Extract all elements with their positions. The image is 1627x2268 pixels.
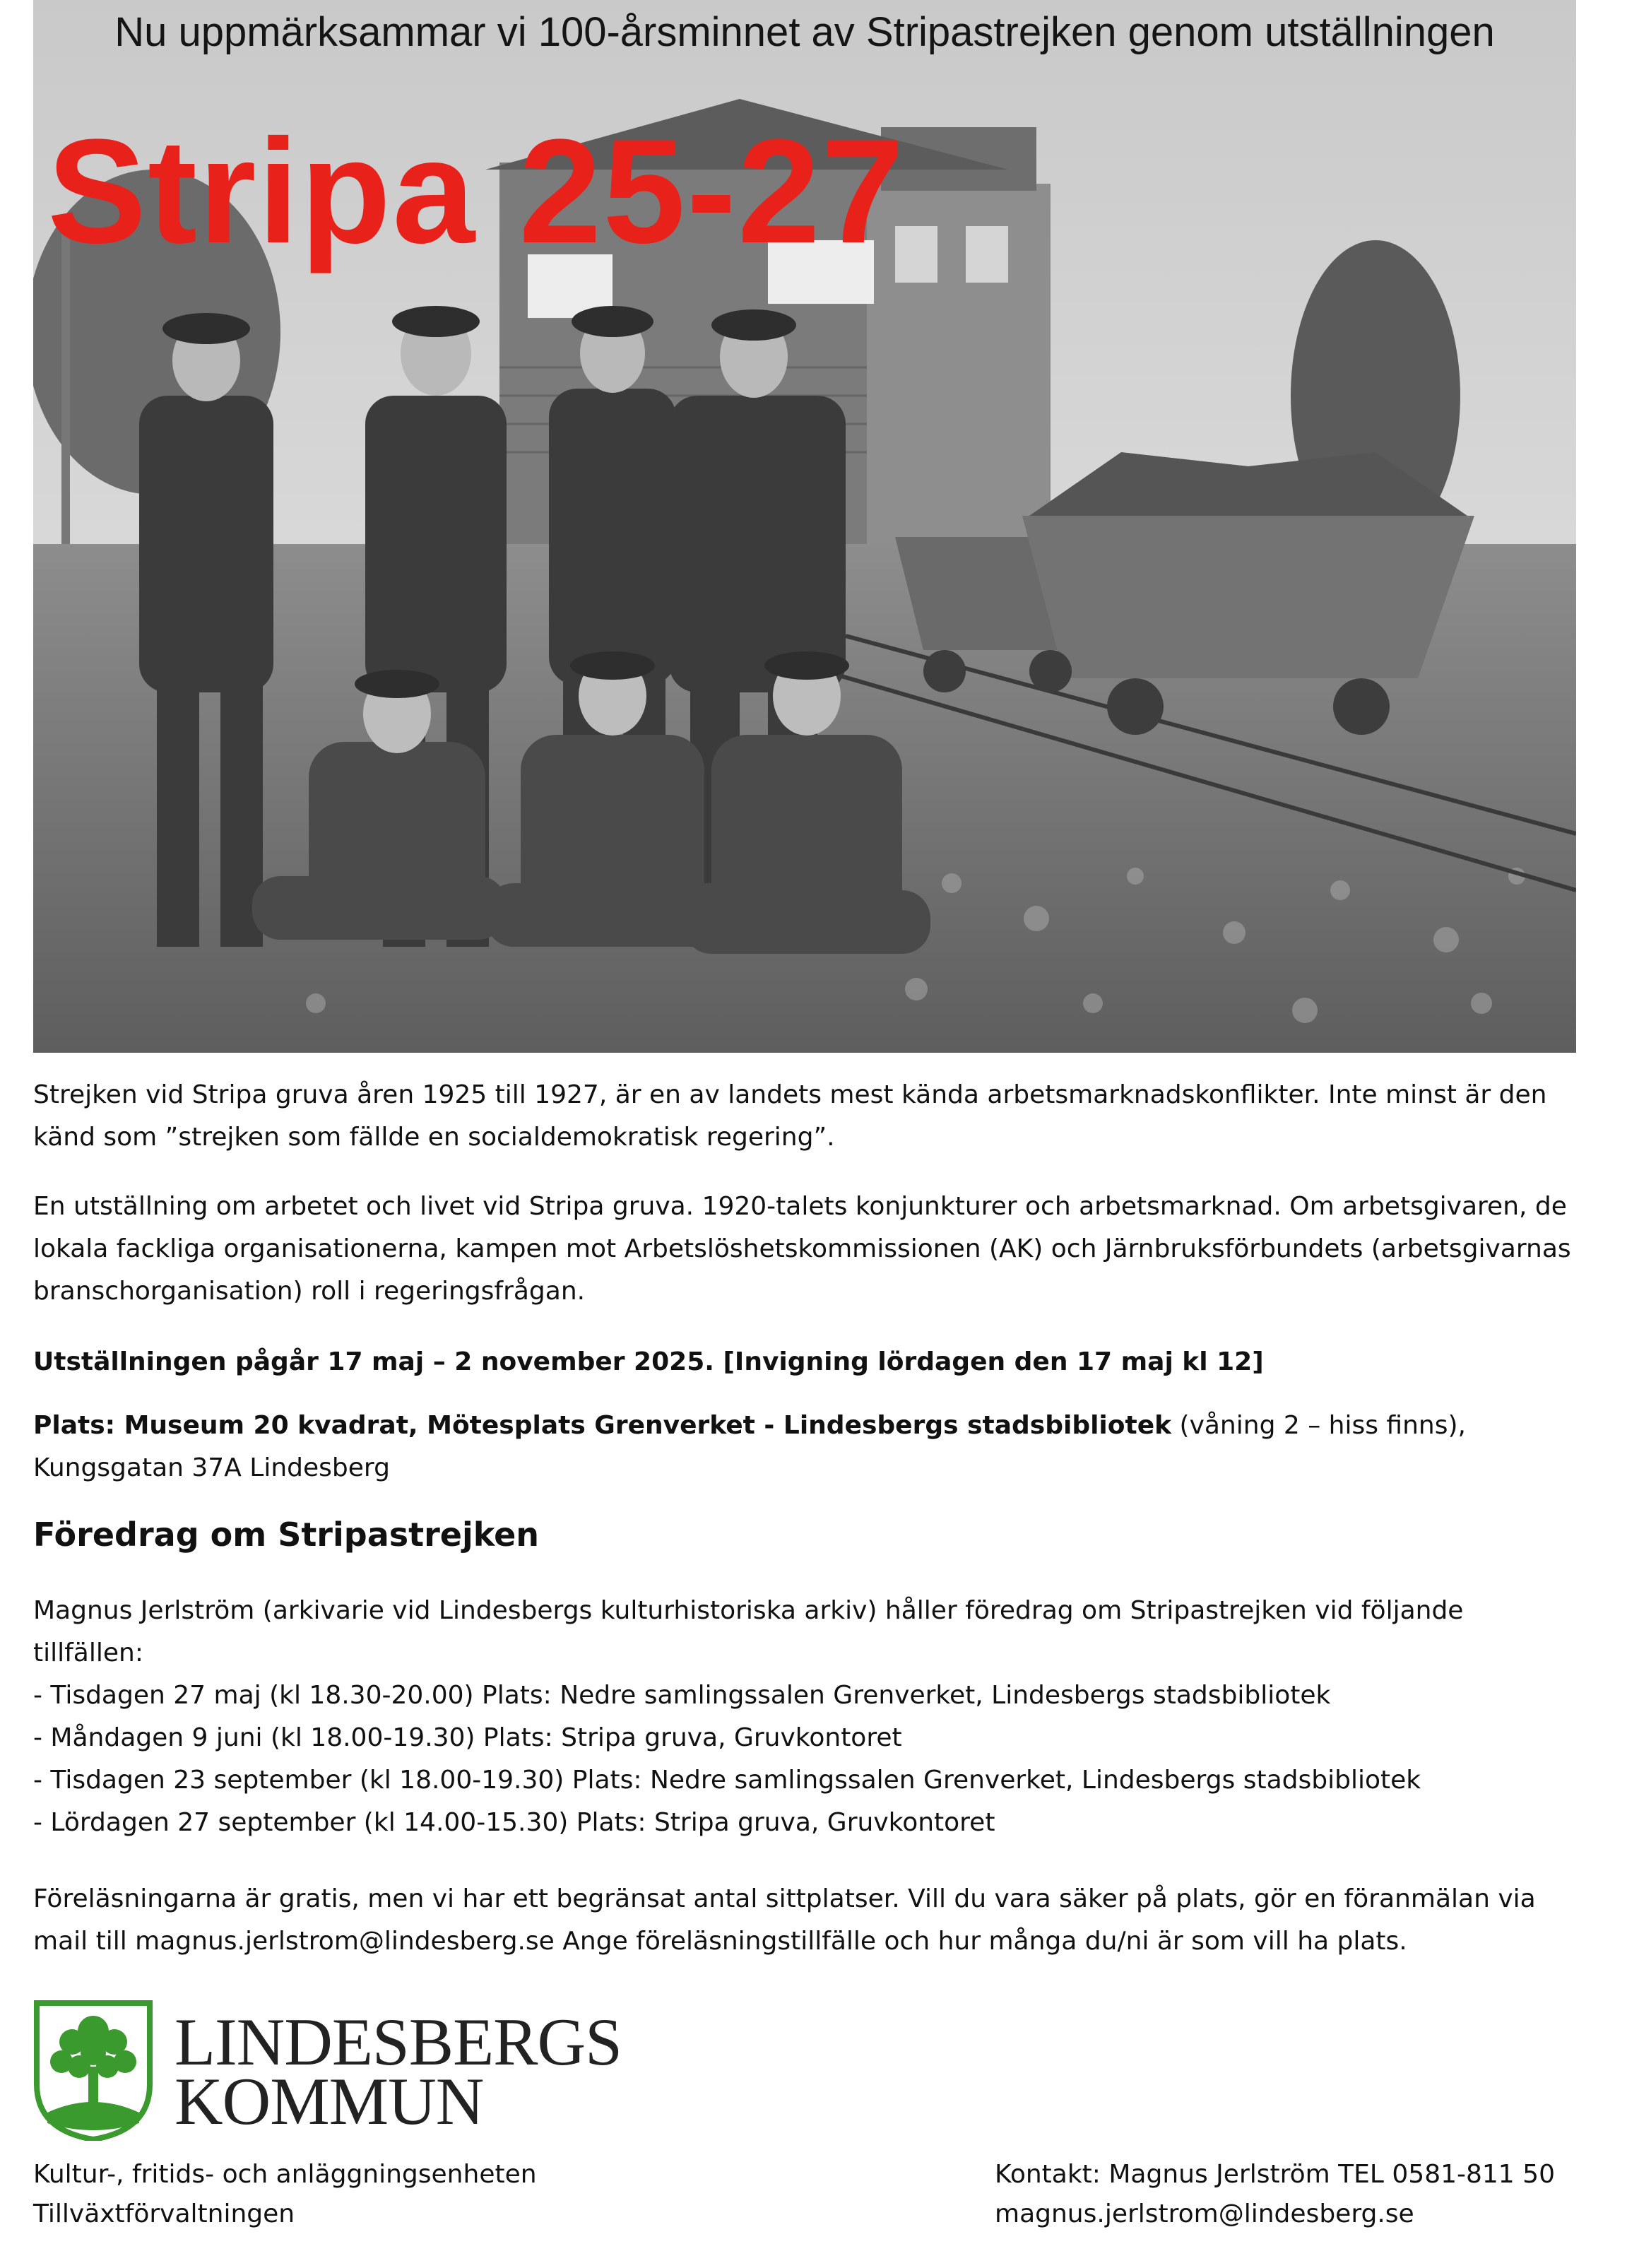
footer-contact-phone: Kontakt: Magnus Jerlström TEL 0581-811 50 [995, 2160, 1555, 2189]
intro-heading: Nu uppmärksammar vi 100-årsminnet av Stripastrejken genom utställningen [114, 9, 1495, 55]
list-item: - Tisdagen 23 september (kl 18.00-19.30) Plats: Nedre samlingssalen Grenverket, Lindesbergs stadsbibliotek [33, 1766, 1421, 1795]
list-item: - Lördagen 27 september (kl 14.00-15.30) Plats: Stripa gruva, Gruvkontoret [33, 1808, 995, 1837]
tree-shield-icon [33, 2000, 153, 2141]
footer-left-line1: Kultur-, fritids- och anläggningsenheten [33, 2160, 537, 2189]
footer-contact [995, 2155, 1555, 2234]
paragraph-strike-intro: Strejken vid Stripa gruva åren 1925 till 1927, är en av landets mest kända arbetsmarknadskonflikter. Inte minst är den känd som ”strejken som fällde en socialdemokratisk regering”. [33, 1080, 1547, 1152]
lecture-list [33, 1675, 1576, 1844]
footer-contact-email: magnus.jerlstrom@lindesberg.se [995, 2199, 1414, 2228]
hero-photo [33, 0, 1576, 1053]
place-bold: Plats: Museum 20 kvadrat, Mötesplats Grenverket - Lindesbergs stadsbibliotek [33, 1411, 1172, 1440]
registration-info: Föreläsningarna är gratis, men vi har ett begränsat antal sittplatser. Vill du vara säker på plats, gör en föranmälan via mail till magnus.jerlstrom@lindesberg.se Ange föreläsningstillfälle och hur många du/ni är som vill ha plats. [33, 1884, 1536, 1956]
lectures-heading: Föredrag om Stripastrejken [33, 1516, 540, 1554]
list-item: - Måndagen 9 juni (kl 18.00-19.30) Plats: Stripa gruva, Gruvkontoret [33, 1723, 902, 1752]
exhibition-title: Stripa 25-27 [47, 108, 906, 274]
footer-department [33, 2155, 537, 2234]
footer-left-line2: Tillväxtförvaltningen [33, 2199, 295, 2228]
place-rest: (våning 2 – hiss finns), Kungsgatan 37A Lindesberg [33, 1411, 1466, 1482]
lectures-intro: Magnus Jerlström (arkivarie vid Lindesbergs kulturhistoriska arkiv) håller föredrag om Stripastrejken vid följande tillfällen: [33, 1596, 1464, 1667]
logo-line2: KOMMUN [174, 2064, 484, 2139]
exhibition-dates: Utställningen pågår 17 maj – 2 november 2025. [Invigning lördagen den 17 maj kl 12] [33, 1347, 1264, 1376]
logo-line1: LINDESBERGS [174, 2004, 622, 2079]
list-item: - Tisdagen 27 maj (kl 18.30-20.00) Plats: Nedre samlingssalen Grenverket, Lindesbergs stadsbibliotek [33, 1681, 1331, 1710]
paragraph-exhibition: En utställning om arbetet och livet vid Stripa gruva. 1920-talets konjunkturer och arbetsmarknad. Om arbetsgivaren, de lokala fackliga organisationerna, kampen mot Arbetslöshetskommissionen (AK) och Järnbruksförbundets (arbetsgivarnas branschorganisation) roll i regeringsfrågan. [33, 1192, 1571, 1306]
municipality-logo [33, 2000, 740, 2141]
logo-wordmark [174, 2004, 622, 2139]
exhibition-place [33, 1405, 1576, 1489]
